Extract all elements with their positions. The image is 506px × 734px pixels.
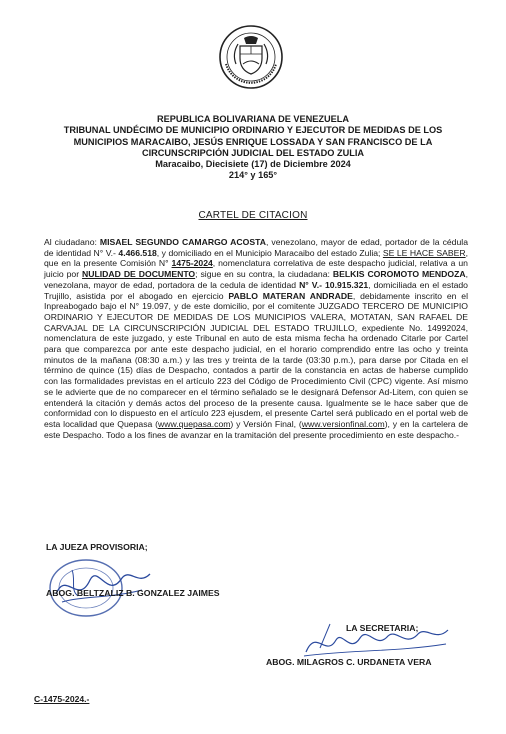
judge-label: LA JUEZA PROVISORIA; bbox=[46, 542, 148, 552]
header-years: 214° y 165° bbox=[228, 170, 278, 181]
defendant-id: 4.466.518 bbox=[118, 247, 157, 258]
body-text: ; sigue en su contra, la ciudadana: bbox=[195, 269, 333, 280]
body-text: ) y Versión Final, ( bbox=[230, 418, 302, 429]
body-text: , debidamente inscrito en el Inpreabogado bajo el N° 19.097, y de este domicilio, por el comitente JUZGADO TERCERO DE MUNICIPIO ORDINARIO Y EJECUTOR DE MEDIDAS DE LOS MUNICIPIOS VALERA, MOTATAN, SAN RAFAEL DE CARVAJAL DE LA CIRCUNSCRIPCIÓN JUDICIAL DEL ESTADO TRUJILLO, expediente No. 14992024, nomenclatura de este juzgado, y este Tribunal en auto de esta misma fecha ha ordenado Citarle por Cartel para que comparezca por ante este despacho judicial, en el horario comprendido entre las ocho y treinta minutos de la mañana (08:30 a.m.) y las tres y treinta de la tarde (03:30 p.m.), para darse por Citada en el término de quince (15) días de Despacho, contados a partir de la constancia en actas de haberse cumplido con las formalidades previstas en el artículo 223 del Código de Procedimiento Civil (CPC) vigente. Así mismo se le advierte que de no comparecer en el término señalado se le designará Defensor Ad-Litem, con quien se entenderá la citación y demás actos del proceso de la presente causa. Igualmente se le hace saber que de conformidad con lo dispuesto en el artículo 223 ejusdem, el presente Cartel será publicado en el portal web de esta localidad que Quepasa ( bbox=[44, 290, 469, 429]
secretary-label: LA SECRETARIA; bbox=[346, 623, 419, 633]
body-text: , venezolana, mayor de edad, portadora de la cedula de identidad bbox=[44, 269, 468, 290]
body-text: ), y en la cartelera de este Despacho. Todo a los fines de avanzar en la tramitación del presente procedimiento en este despacho.- bbox=[44, 418, 468, 440]
lawyer-name: PABLO MATERAN ANDRADE bbox=[228, 290, 353, 301]
judge-name: ABOG. BELTZALIZ B. GONZALEZ JAIMES bbox=[46, 588, 220, 598]
commission-number: 1475-2024 bbox=[171, 258, 213, 269]
body-text: , venezolano, mayor de edad, portador de la cédula de identidad N° V.- bbox=[44, 237, 468, 258]
document-title: CARTEL DE CITACION bbox=[198, 210, 308, 221]
court-stamp-signature-icon bbox=[42, 550, 162, 624]
secretary-name: ABOG. MILAGROS C. URDANETA VERA bbox=[266, 657, 432, 667]
plaintiff-name: BELKIS COROMOTO MENDOZA bbox=[332, 269, 466, 280]
body-text: , y domiciliado en el Municipio Maracaibo del estado Zulia; bbox=[156, 247, 383, 258]
national-seal-icon bbox=[218, 24, 284, 90]
header-republic: REPUBLICA BOLIVARIANA DE VENEZUELA bbox=[156, 114, 350, 124]
header-circunscripcion: CIRCUNSCRIPCIÓN JUDICIAL DEL ESTADO ZULIA bbox=[141, 147, 365, 158]
defendant-name: MISAEL SEGUNDO CAMARGO ACOSTA bbox=[99, 237, 266, 247]
body-text: Al ciudadano: bbox=[44, 237, 100, 247]
notice-phrase: SE LE HACE SABER bbox=[382, 247, 466, 258]
body-text: , que en la presente Comisión N° bbox=[44, 247, 468, 269]
versionfinal-link[interactable]: www.versionfinal.com bbox=[301, 418, 385, 429]
case-type: NULIDAD DE DOCUMENTO bbox=[82, 269, 196, 280]
body-text: , domiciliada en el estado Trujillo, asistida por el abogado en ejercicio bbox=[44, 279, 468, 301]
quepasa-link[interactable]: www.quepasa.com bbox=[158, 418, 231, 429]
header-tribunal: TRIBUNAL UNDÉCIMO DE MUNICIPIO ORDINARIO Y EJECUTOR DE MEDIDAS DE LOS bbox=[63, 125, 443, 136]
file-reference: C-1475-2024.- bbox=[34, 694, 90, 704]
citation-body bbox=[44, 237, 468, 440]
header-date: Maracaibo, Diecisiete (17) de Diciembre 2024 bbox=[155, 159, 351, 170]
body-text: , nomenclatura correlativa de este despacho judicial, relativa a un juicio por bbox=[44, 258, 468, 280]
plaintiff-id: N° V.- 10.915.321 bbox=[299, 279, 369, 290]
header-municipios: MUNICIPIOS MARACAIBO, JESÚS ENRIQUE LOSSADA Y SAN FRANCISCO DE LA bbox=[73, 136, 433, 147]
court-header bbox=[20, 114, 486, 182]
